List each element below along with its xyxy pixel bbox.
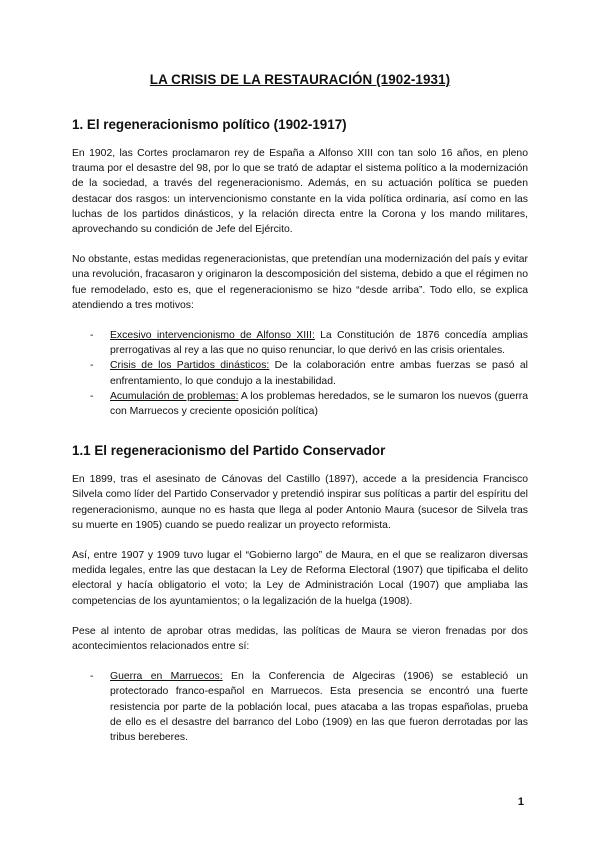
document-page xyxy=(72,72,528,769)
list-marker: - xyxy=(90,330,94,342)
list-marker: - xyxy=(90,390,94,402)
list-item-label: Crisis de los Partidos dinásticos: xyxy=(110,360,270,372)
list-item-text: De la colaboración entre ambas fuerzas se pasó al enfrentamiento, lo que condujo a la inestabilidad. xyxy=(110,360,528,387)
paragraph: En 1899, tras el asesinato de Cánovas del Castillo (1897), accede a la presidencia Francisco Silvela como líder del Partido Conservador y pretendió inspirar sus políticas a partir del espíritu del regeneracionismo, aunque no es hasta que llega al poder Antonio Maura (sucesor de Silvela tras su muerte en 1905) cuando se puedo realizar un proyecto reformista. xyxy=(72,474,528,531)
paragraph: Así, entre 1907 y 1909 tuvo lugar el “Gobierno largo” de Maura, en el que se realizaron diversas medida legales, entre las que destacan la Ley de Reforma Electoral (1907) que tipificaba el delito electoral y hacía obligatorio el voto; la Ley de Administración Local (1907) que ampliaba las competencias de los ayuntamientos; o la legalización de la huelga (1908). xyxy=(72,550,528,607)
list-item xyxy=(72,358,528,388)
list-marker: - xyxy=(90,671,94,683)
list-item-label: Guerra en Marruecos: xyxy=(110,671,223,683)
list-item xyxy=(72,328,528,358)
list-item-label: Acumulación de problemas: xyxy=(110,390,239,402)
list-item-text: En la Conferencia de Algeciras (1906) se estableció un protectorado franco-español en Marruecos. Esta presencia se encontró una fuerte resistencia por parte de la población local, pues atacaba a las tropas españolas, prueba de ello es el desastre del barranco del Lobo (1909) en las que fueron derrotadas por las tribus bereberes. xyxy=(110,671,528,744)
paragraph: Pese al intento de aprobar otras medidas, las políticas de Maura se vieron frenadas por dos acontecimientos relacionados entre sí: xyxy=(72,625,528,653)
list-item-text: La Constitución de 1876 concedía amplias prerrogativas al rey a las que no quiso renunciar, lo que derivó en las crisis orientales. xyxy=(110,330,528,357)
section-heading-1-1: 1.1 El regeneracionismo del Partido Conservador xyxy=(72,443,386,459)
page-number: 1 xyxy=(517,796,524,808)
list-item-text: A los problemas heredados, se le sumaron los nuevos (guerra con Marruecos y creciente oposición política) xyxy=(110,390,528,418)
list-item xyxy=(72,389,528,419)
motives-list xyxy=(72,328,528,419)
list-item xyxy=(72,669,528,745)
document-title: LA CRISIS DE LA RESTAURACIÓN (1902-1931) xyxy=(149,72,451,87)
events-list xyxy=(72,669,528,745)
paragraph: En 1902, las Cortes proclamaron rey de España a Alfonso XIII con tan solo 16 años, en pleno trauma por el desastre del 98, por lo que se trató de adaptar el sistema político a la modernización de la sociedad, a través del regeneracionismo. Además, en su actuación política se pueden destacar dos rasgos: un intervencionismo constante en la vida política ordinaria, así como en las luchas de los partidos dinásticos, y la relación directa entre la Corona y los mando militares, aprovechando su condición de Jefe del Ejército. xyxy=(72,148,528,236)
section-heading-1: 1. El regeneracionismo político (1902-1917) xyxy=(72,117,347,132)
list-marker: - xyxy=(90,360,94,372)
paragraph: No obstante, estas medidas regeneracionistas, que pretendían una modernización del país y evitar una revolución, fracasaron y originaron la descomposición del sistema, debido a que el régimen no fue remodelado, esto es, que el regeneracionismo se hizo “desde arriba”. Todo ello, se explica atendiendo a tres motivos: xyxy=(72,254,528,311)
list-item-label: Excesivo intervencionismo de Alfonso XIII: xyxy=(110,330,315,342)
